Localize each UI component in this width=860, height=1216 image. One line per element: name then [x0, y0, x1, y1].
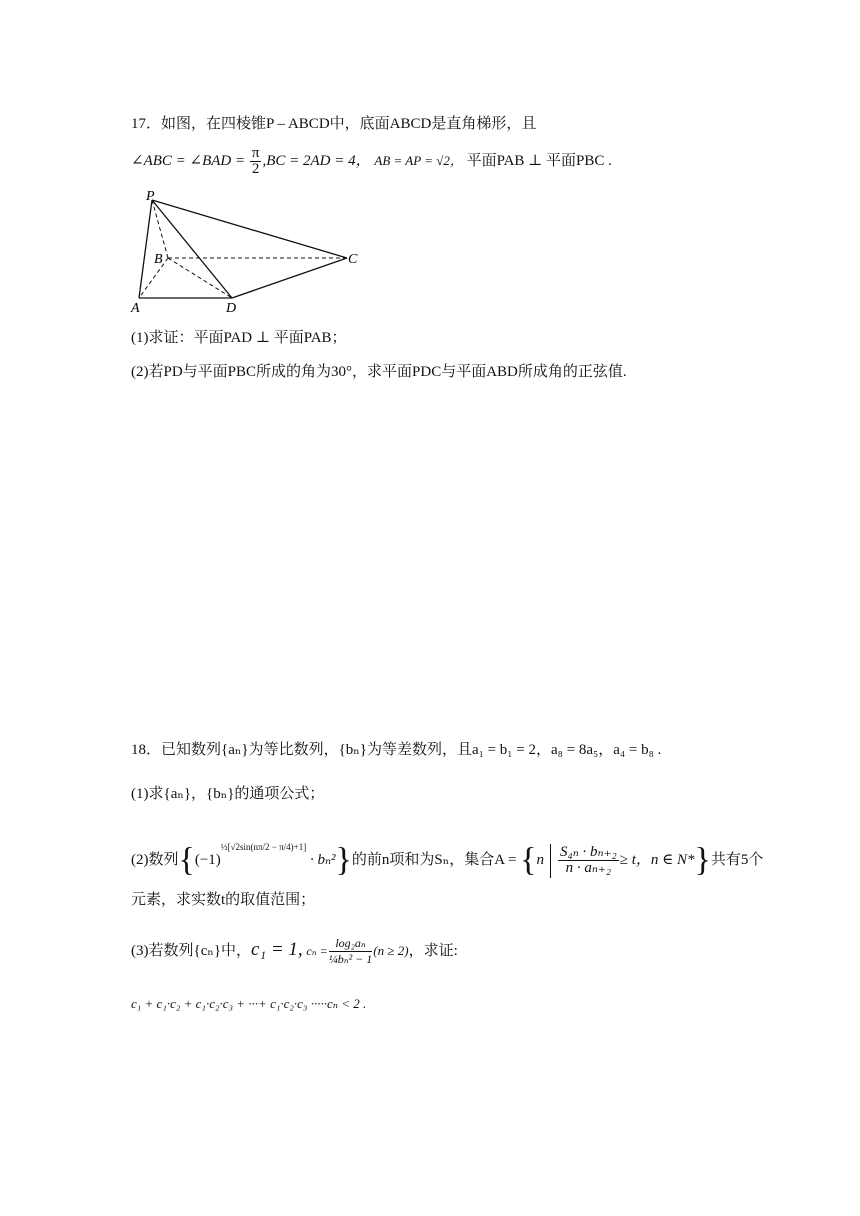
- q18-part2-prefix: (2)数列: [131, 852, 179, 868]
- edge-pd: [152, 200, 232, 298]
- edge-dc: [232, 258, 347, 298]
- q18-set-num: S₄ₙ · bₙ₊₂: [559, 844, 617, 861]
- q18-part3-tail: ，求证:: [408, 943, 458, 959]
- q18-part2-seq: (−1): [194, 852, 221, 868]
- q18-part2-line1: [131, 824, 764, 879]
- q17-number: 17．: [131, 116, 162, 132]
- q18-number: 18．: [131, 742, 162, 758]
- q17-cond-plane: 平面PAB ⊥ 平面PBC .: [466, 152, 612, 169]
- q17-part1: (1)求证：平面PAD ⊥ 平面PAB；: [131, 330, 347, 346]
- edge-pb: [152, 200, 168, 258]
- q18-set-n: n: [536, 852, 544, 868]
- set-bar: [550, 844, 551, 878]
- q17-part2: (2)若PD与平面PBC所成的角为30°，求平面PDC与平面ABD所成角的正弦值.: [131, 364, 627, 380]
- q18-part3-c1: c₁ = 1,: [251, 939, 303, 960]
- right-brace: }: [335, 841, 352, 879]
- q18-part2-line2: 元素，求实数t的取值范围；: [131, 892, 316, 908]
- q17-two: 2: [251, 161, 260, 177]
- label-d: D: [226, 301, 237, 316]
- q17-cond-bc: ,BC = 2AD = 4，: [262, 152, 371, 169]
- left-brace: {: [178, 841, 195, 879]
- q18-part3-num: log₂aₙ: [329, 936, 373, 952]
- q17-pi: π: [251, 145, 260, 161]
- q18-part3-inequality: c₁ + c₁·c₂ + c₁·c₂·c₃ + ···+ c₁·c₂·c₃ ·····cₙ < 2 .: [131, 996, 367, 1011]
- q17-stem-line1: [131, 112, 536, 133]
- q18-part3-den: ¼bₙ² − 1: [328, 952, 373, 967]
- q18-set-fraction: [558, 845, 619, 876]
- q17-conditions: [131, 146, 612, 177]
- label-c: C: [348, 252, 358, 267]
- q18-part3-prefix: (3)若数列{cₙ}中，: [131, 943, 252, 959]
- q18-stem: 已知数列{aₙ}为等比数列，{bₙ}为等差数列，且a₁ = b₁ = 2，a₈ = 8a₅，a₄ = b₈ .: [161, 742, 662, 758]
- label-b: B: [154, 252, 163, 267]
- q18-part3-cond: (n ≥ 2): [373, 943, 409, 958]
- q18-part2-mid: 的前n项和为Sₙ，集合A =: [351, 852, 517, 868]
- q18-part1: (1)求{aₙ}，{bₙ}的通项公式；: [131, 786, 325, 802]
- q18-part2-term: · bₙ²: [309, 852, 336, 868]
- edge-bd: [168, 258, 232, 298]
- edge-pc: [152, 200, 347, 258]
- set-left-brace: {: [520, 841, 537, 879]
- q18-part2-tail: 共有5个: [710, 852, 764, 868]
- q17-cond-angle: ∠ABC = ∠BAD =: [131, 152, 246, 169]
- q18-set-den: n · aₙ₊₂: [565, 860, 612, 877]
- q18-part2-exp: ½[√2sin(nπ/2 − π/4)+1]: [220, 842, 307, 852]
- q17-pyramid-figure: [128, 188, 368, 316]
- q17-stem-text: 如图，在四棱锥P – ABCD中，底面ABCD是直角梯形，且: [161, 116, 537, 132]
- label-p: P: [146, 189, 155, 204]
- q18-stem-line: [131, 738, 661, 759]
- q18-part3-line: [131, 928, 458, 972]
- set-right-brace: }: [694, 841, 711, 879]
- q18-part3-cn: cₙ =: [306, 944, 328, 958]
- q17-cond-ab: AB = AP = √2，: [374, 152, 463, 168]
- q17-pi-over-2: [250, 146, 262, 177]
- q18-part3-fraction: [329, 936, 373, 967]
- label-a: A: [131, 301, 140, 316]
- q18-set-cond: ≥ t，n ∈ N*: [619, 852, 695, 868]
